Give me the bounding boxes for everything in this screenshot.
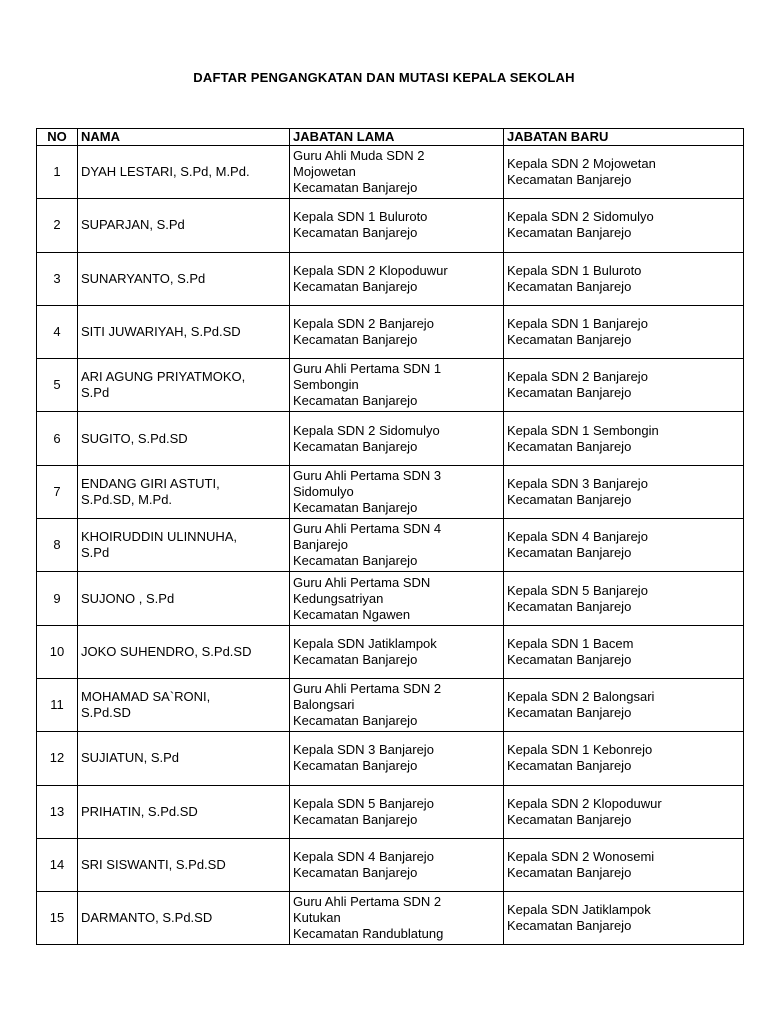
- cell-jabatan-baru: Kepala SDN Jatiklampok Kecamatan Banjarejo: [504, 892, 744, 945]
- header-no: NO: [37, 129, 78, 146]
- table-header-row: [37, 129, 744, 146]
- cell-nama: PRIHATIN, S.Pd.SD: [78, 785, 290, 838]
- cell-jabatan-baru: Kepala SDN 1 Sembongin Kecamatan Banjarejo: [504, 412, 744, 465]
- cell-no: 2: [37, 199, 78, 252]
- cell-nama: SUPARJAN, S.Pd: [78, 199, 290, 252]
- cell-nama: SUJONO , S.Pd: [78, 572, 290, 625]
- table-row: [37, 732, 744, 785]
- cell-jabatan-baru: Kepala SDN 1 Bacem Kecamatan Banjarejo: [504, 625, 744, 678]
- cell-nama: ARI AGUNG PRIYATMOKO, S.Pd: [78, 359, 290, 412]
- cell-nama: SUJIATUN, S.Pd: [78, 732, 290, 785]
- cell-jabatan-lama: Kepala SDN 2 Sidomulyo Kecamatan Banjarejo: [290, 412, 504, 465]
- cell-jabatan-baru: Kepala SDN 3 Banjarejo Kecamatan Banjarejo: [504, 465, 744, 518]
- cell-jabatan-lama: Guru Ahli Pertama SDN Kedungsatriyan Kecamatan Ngawen: [290, 572, 504, 625]
- cell-no: 6: [37, 412, 78, 465]
- cell-nama: MOHAMAD SA`RONI, S.Pd.SD: [78, 678, 290, 731]
- cell-jabatan-lama: Guru Ahli Pertama SDN 4 Banjarejo Kecamatan Banjarejo: [290, 519, 504, 572]
- cell-nama: SRI SISWANTI, S.Pd.SD: [78, 838, 290, 891]
- cell-nama: SUNARYANTO, S.Pd: [78, 252, 290, 305]
- cell-jabatan-lama: Kepala SDN 5 Banjarejo Kecamatan Banjarejo: [290, 785, 504, 838]
- cell-jabatan-baru: Kepala SDN 2 Banjarejo Kecamatan Banjarejo: [504, 359, 744, 412]
- cell-no: 3: [37, 252, 78, 305]
- cell-nama: KHOIRUDDIN ULINNUHA, S.Pd: [78, 519, 290, 572]
- cell-jabatan-baru: Kepala SDN 2 Wonosemi Kecamatan Banjarejo: [504, 838, 744, 891]
- table-row: [37, 305, 744, 358]
- cell-jabatan-lama: Kepala SDN 2 Banjarejo Kecamatan Banjarejo: [290, 305, 504, 358]
- cell-jabatan-baru: Kepala SDN 1 Kebonrejo Kecamatan Banjarejo: [504, 732, 744, 785]
- table-row: [37, 892, 744, 945]
- cell-no: 13: [37, 785, 78, 838]
- cell-no: 8: [37, 519, 78, 572]
- cell-jabatan-lama: Kepala SDN 3 Banjarejo Kecamatan Banjarejo: [290, 732, 504, 785]
- appointment-table: [36, 128, 744, 945]
- cell-no: 4: [37, 305, 78, 358]
- cell-jabatan-baru: Kepala SDN 5 Banjarejo Kecamatan Banjarejo: [504, 572, 744, 625]
- header-nama: NAMA: [78, 129, 290, 146]
- table-row: [37, 572, 744, 625]
- cell-nama: DYAH LESTARI, S.Pd, M.Pd.: [78, 146, 290, 199]
- cell-nama: SUGITO, S.Pd.SD: [78, 412, 290, 465]
- table-row: [37, 252, 744, 305]
- table-row: [37, 785, 744, 838]
- cell-no: 9: [37, 572, 78, 625]
- cell-jabatan-lama: Kepala SDN Jatiklampok Kecamatan Banjarejo: [290, 625, 504, 678]
- table-row: [37, 625, 744, 678]
- cell-jabatan-lama: Guru Ahli Pertama SDN 1 Sembongin Kecamatan Banjarejo: [290, 359, 504, 412]
- cell-no: 15: [37, 892, 78, 945]
- cell-jabatan-baru: Kepala SDN 2 Klopoduwur Kecamatan Banjarejo: [504, 785, 744, 838]
- cell-nama: SITI JUWARIYAH, S.Pd.SD: [78, 305, 290, 358]
- cell-no: 10: [37, 625, 78, 678]
- cell-jabatan-lama: Guru Ahli Pertama SDN 2 Balongsari Kecamatan Banjarejo: [290, 678, 504, 731]
- table-row: [37, 838, 744, 891]
- cell-jabatan-baru: Kepala SDN 2 Mojowetan Kecamatan Banjarejo: [504, 146, 744, 199]
- table-row: [37, 465, 744, 518]
- cell-no: 14: [37, 838, 78, 891]
- cell-jabatan-baru: Kepala SDN 2 Sidomulyo Kecamatan Banjarejo: [504, 199, 744, 252]
- cell-no: 5: [37, 359, 78, 412]
- cell-nama: DARMANTO, S.Pd.SD: [78, 892, 290, 945]
- cell-jabatan-lama: Guru Ahli Muda SDN 2 Mojowetan Kecamatan Banjarejo: [290, 146, 504, 199]
- document-title: DAFTAR PENGANGKATAN DAN MUTASI KEPALA SEKOLAH: [193, 70, 575, 85]
- header-jabatan-lama: JABATAN LAMA: [290, 129, 504, 146]
- cell-jabatan-lama: Kepala SDN 2 Klopoduwur Kecamatan Banjarejo: [290, 252, 504, 305]
- cell-jabatan-lama: Kepala SDN 1 Buluroto Kecamatan Banjarejo: [290, 199, 504, 252]
- cell-nama: ENDANG GIRI ASTUTI, S.Pd.SD, M.Pd.: [78, 465, 290, 518]
- cell-jabatan-lama: Guru Ahli Pertama SDN 3 Sidomulyo Kecamatan Banjarejo: [290, 465, 504, 518]
- cell-no: 1: [37, 146, 78, 199]
- cell-no: 11: [37, 678, 78, 731]
- cell-jabatan-lama: Kepala SDN 4 Banjarejo Kecamatan Banjarejo: [290, 838, 504, 891]
- cell-jabatan-baru: Kepala SDN 2 Balongsari Kecamatan Banjarejo: [504, 678, 744, 731]
- cell-no: 12: [37, 732, 78, 785]
- table-row: [37, 412, 744, 465]
- cell-jabatan-lama: Guru Ahli Pertama SDN 2 Kutukan Kecamatan Randublatung: [290, 892, 504, 945]
- table-row: [37, 199, 744, 252]
- cell-jabatan-baru: Kepala SDN 1 Buluroto Kecamatan Banjarejo: [504, 252, 744, 305]
- table-row: [37, 146, 744, 199]
- header-jabatan-baru: JABATAN BARU: [504, 129, 744, 146]
- cell-jabatan-baru: Kepala SDN 1 Banjarejo Kecamatan Banjarejo: [504, 305, 744, 358]
- cell-no: 7: [37, 465, 78, 518]
- cell-nama: JOKO SUHENDRO, S.Pd.SD: [78, 625, 290, 678]
- table-row: [37, 359, 744, 412]
- table-row: [37, 678, 744, 731]
- cell-jabatan-baru: Kepala SDN 4 Banjarejo Kecamatan Banjarejo: [504, 519, 744, 572]
- table-row: [37, 519, 744, 572]
